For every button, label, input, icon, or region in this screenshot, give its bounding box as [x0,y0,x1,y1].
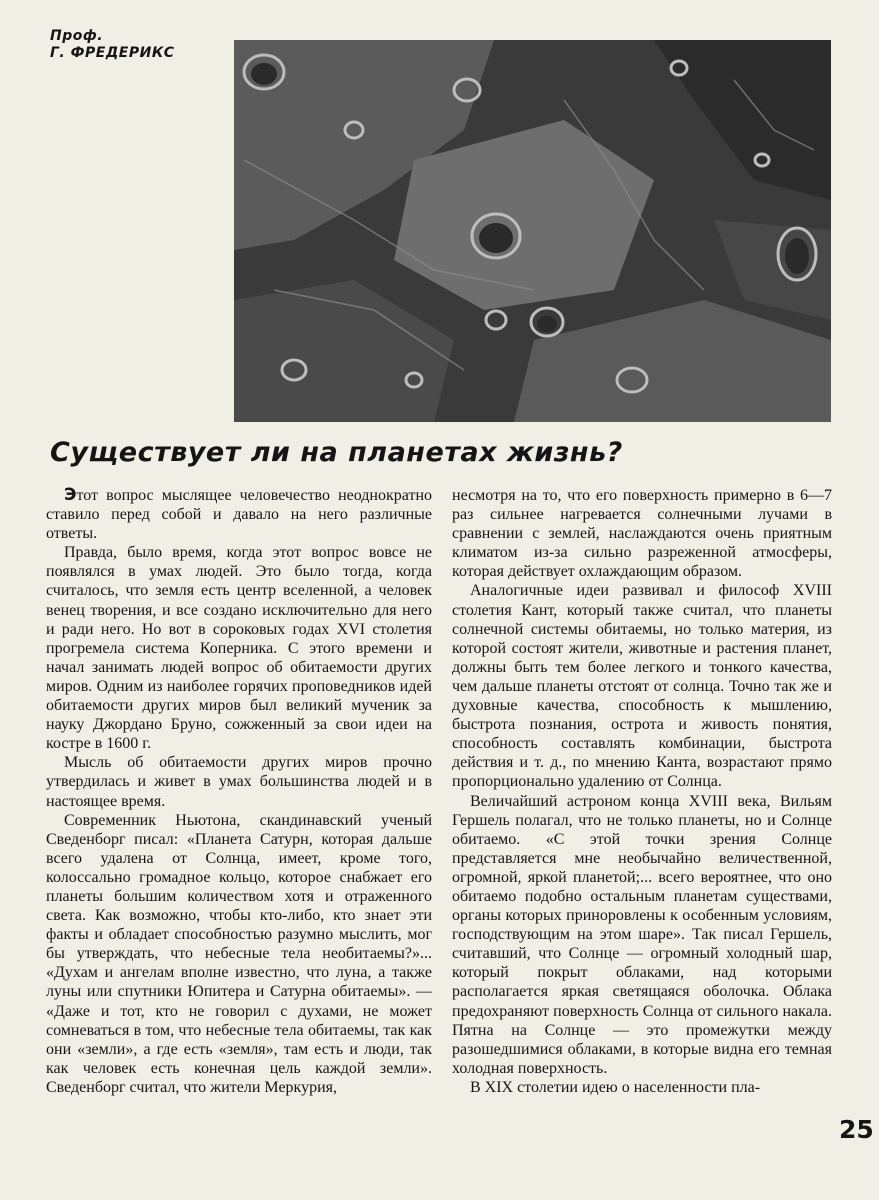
author-title: Проф. [50,28,104,44]
moon-surface-image [234,40,831,422]
paragraph: Величайший астроном конца XVIII века, Вильям Гершель полагал, что не только планеты, но и Солнце обитаемо. «С этой точки зрения Солнце представляется мне необычайно величественной, огромной, яркой планетой;... всего вероятнее, что оно обитаемо подобно остальным планетам существами, органы которых приноровлены к особенным условиям, господствующим на этом шаре». Так писал Гершель, считавший, что Солнце — огромный холодный шар, который покрыт облаками, над которыми располагается яркая светящаяся оболочка. Облака предохраняют поверхность Солнца от сильного накала. Пятна на Солнце — это промежутки между разошедшимися облаками, в которые видна его темная холодная поверхность. [452,792,832,1077]
paragraph: Современник Ньютона, скандинавский ученый Сведенборг писал: «Планета Сатурн, которая дальше всего удалена от Солнца, имеет, кроме того, колоссально громадное кольцо, которое снабжает его планеты большим количеством хотя и отраженного света. Как возможно, чтобы кто-либо, кто знает эти факты и обладает способностью разумно мыслить, мог бы утверждать, что небесные тела необитаемы?»... «Духам и ангелам вполне известно, что луна, а также луны или спутники Юпитера и Сатурна обитаемы». — «Даже и тот, кто не говорил с духами, не может сомневаться в том, что небесные тела обитаемы, так как они «земли», а где есть «земля», там есть и люди, так как человек есть конечная цель каждой земли». Сведенборг считал, что жители Меркурия, [46,811,432,1096]
paragraph-text: тот вопрос мыслящее человечество неоднократно ставило перед собой и давало на него различные ответы. [46,487,432,543]
paragraph: Правда, было время, когда этот вопрос вовсе не появлялся в умах людей. Это было тогда, когда считалось, что земля есть центр вселенной, а человек венец творения, и все создано исключительно для него и ради него. Но вот в сороковых годах XVI столетия прогремела система Коперника. С этого времени и начал занимать людей вопрос об обитаемости других миров. Одним из наиболее горячих проповедников идей обитаемости других миров был великий мученик за науку Джордано Бруно, сожженный за свои идеи на костре в 1600 г. [46,544,432,753]
paragraph: Мысль об обитаемости других миров прочно утвердилась и живет в умах большинства людей и в настоящее время. [46,754,432,810]
page-number: 25 [839,1115,874,1144]
author-byline [50,28,175,62]
author-name: Г. ФРЕДЕРИКС [50,45,175,61]
paragraph [46,486,432,543]
paragraph: несмотря на то, что его поверхность примерно в 6—7 раз сильнее нагревается солнечными лучами в сравнении с землей, наслаждаются очень приятным климатом из-за сильно разреженной атмосферы, которая действует охлаждающим образом. [452,487,832,581]
article-column-left [46,486,432,1097]
moon-surface-photo [234,40,831,422]
article-headline: Существует ли на планетах жизнь? [50,437,623,468]
article-column-right [452,486,832,1097]
paragraph: В XIX столетии идею о населенности пла- [470,1078,761,1096]
drop-cap: Э [64,485,77,505]
paragraph: Аналогичные идеи развивал и философ XVIII столетия Кант, который также считал, что планеты солнечной системы обитаемы, но только материя, из которой состоят жители, животные и растения планет, должны быть тем более легкого и тонкого качества, чем дальше планеты отстоят от солнца. Точно так же и духовные качества, способность к мышлению, быстрота познания, острота и живость понятия, способность составлять комбинации, быстрота действия и т. д., по мнению Канта, возрастают прямо пропорционально удалению от Солнца. [452,582,832,791]
